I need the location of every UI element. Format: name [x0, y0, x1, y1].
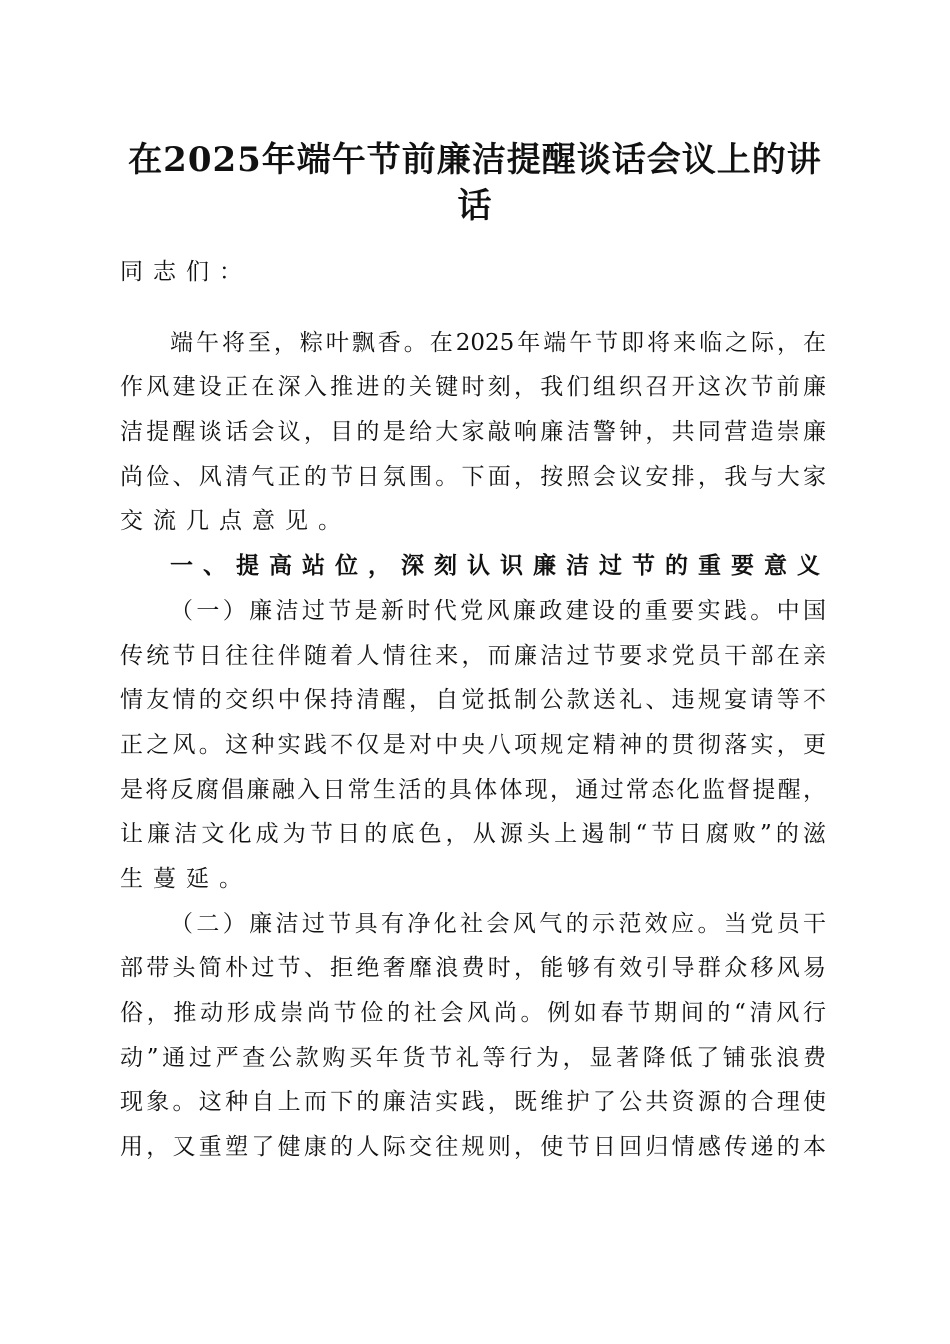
text-line: 作风建设正在深入推进的关键时刻，我们组织召开这次节前廉 [120, 374, 826, 401]
paragraph-2 [120, 902, 826, 1170]
text-line: 俗，推动形成崇尚节俭的社会风尚。例如春节期间的“清风行 [120, 1000, 826, 1026]
paragraph-intro [120, 321, 826, 544]
title-line-2: 话 [457, 186, 493, 226]
section-heading: 一、提高站位，深刻认识廉洁过节的重要意义 [170, 553, 830, 580]
text-line: 交流几点意见。 [120, 508, 351, 535]
text-line: 尚俭、风清气正的节日氛围。下面，按照会议安排，我与大家 [120, 463, 826, 490]
text-line: 正之风。这种实践不仅是对中央八项规定精神的贯彻落实，更 [120, 731, 826, 758]
paragraph-1 [120, 589, 826, 902]
text-line: 让廉洁文化成为节日的底色，从源头上遏制“节日腐败”的滋 [120, 821, 826, 848]
text-line: （一）廉洁过节是新时代党风廉政建设的重要实践。中国 [170, 597, 826, 624]
text-line: 动”通过严查公款购买年货节礼等行为，显著降低了铺张浪费 [120, 1044, 826, 1071]
document-body [120, 250, 830, 1170]
text-line: 现象。这种自上而下的廉洁实践，既维护了公共资源的合理使 [120, 1089, 826, 1116]
text-line: 是将反腐倡廉融入日常生活的具体体现，通过常态化监督提醒， [120, 776, 826, 803]
text-line: 洁提醒谈话会议，目的是给大家敲响廉洁警钟，共同营造崇廉 [120, 419, 826, 446]
text-line: 传统节日往往伴随着人情往来，而廉洁过节要求党员干部在亲 [120, 642, 826, 669]
title-line-1: 在2025年端午节前廉洁提醒谈话会议上的讲 [128, 140, 822, 180]
text-line: 生蔓延。 [120, 865, 252, 892]
greeting: 同志们： [120, 259, 252, 285]
text-line: 部带头简朴过节、拒绝奢靡浪费时，能够有效引导群众移风易 [120, 955, 826, 982]
document-title [120, 137, 830, 229]
text-line: （二）廉洁过节具有净化社会风气的示范效应。当党员干 [170, 910, 826, 937]
text-line: 端午将至，粽叶飘香。在2025年端午节即将来临之际，在 [170, 329, 826, 356]
text-line: 情友情的交织中保持清醒，自觉抵制公款送礼、违规宴请等不 [120, 687, 826, 714]
text-line: 用，又重塑了健康的人际交往规则，使节日回归情感传递的本 [120, 1134, 826, 1161]
